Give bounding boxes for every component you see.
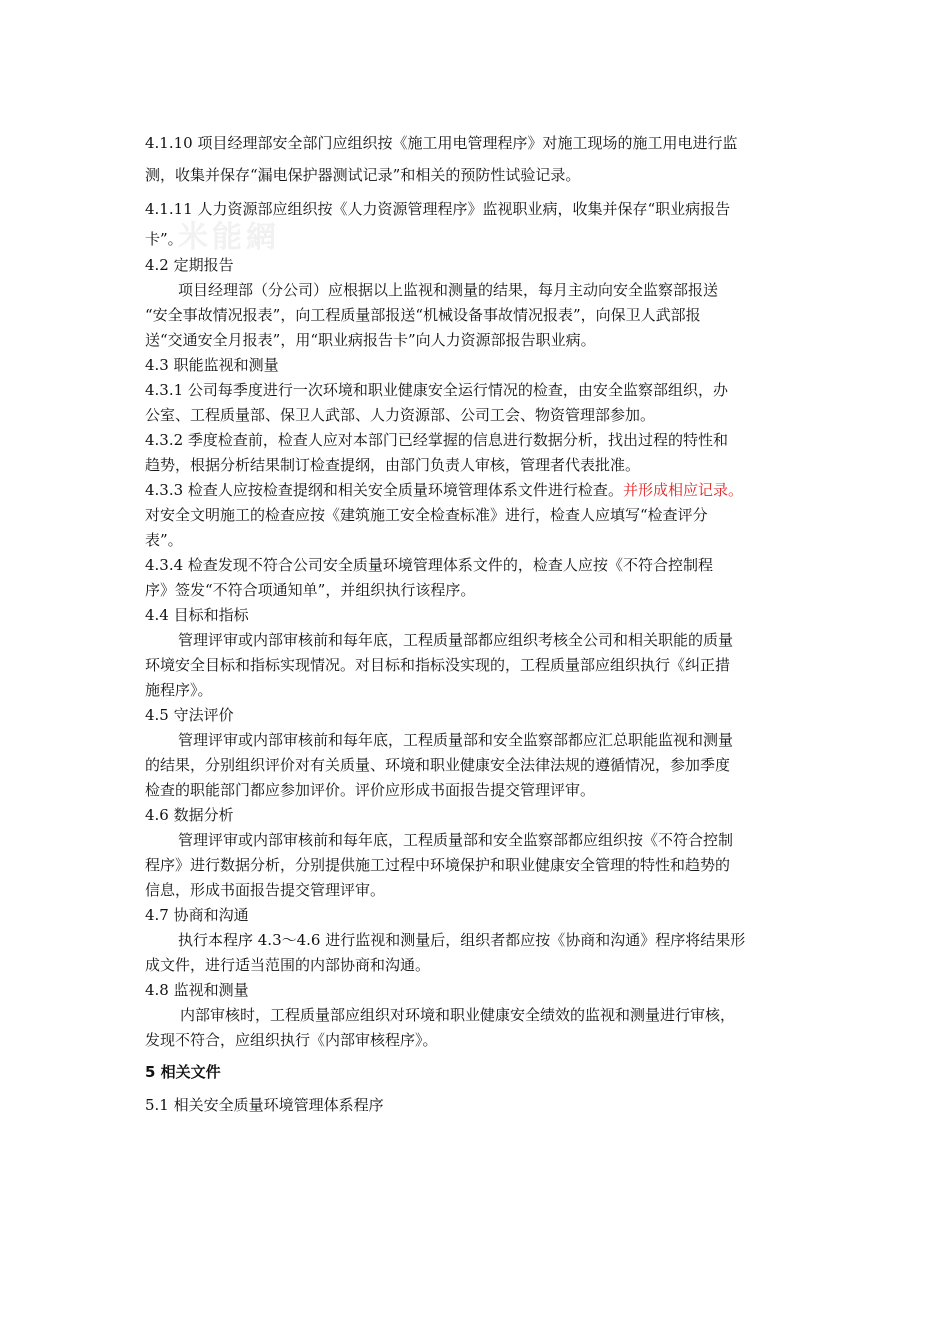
paragraph-line: 检查的职能部门都应参加评价。评价应形成书面报告提交管理评审。 <box>145 781 596 799</box>
paragraph-line: 环境安全目标和指标实现情况。对目标和指标没实现的，工程质量部应组织执行《纠正措 <box>145 656 731 674</box>
section-heading: 4.2 定期报告 <box>145 256 234 274</box>
paragraph-line: 表”。 <box>145 531 183 549</box>
paragraph-line: 序》签发“不符合项通知单”，并组织执行该程序。 <box>145 581 476 599</box>
section-heading: 4.7 协商和沟通 <box>145 906 249 924</box>
paragraph-line: 趋势，根据分析结果制订检查提纲，由部门负责人审核，管理者代表批准。 <box>145 456 641 474</box>
section-heading: 4.6 数据分析 <box>145 806 234 824</box>
highlighted-text: 并形成相应记录。 <box>622 481 743 499</box>
paragraph-line <box>145 480 743 500</box>
paragraph-line: 4.3.4 检查发现不符合公司安全质量环境管理体系文件的，检查人应按《不符合控制程 <box>145 556 713 574</box>
paragraph-line: 的结果，分别组织评价对有关质量、环境和职业健康安全法律法规的遵循情况，参加季度 <box>145 756 731 774</box>
paragraph-line: 管理评审或内部审核前和每年底，工程质量部都应组织考核全公司和相关职能的质量 <box>178 631 734 649</box>
paragraph-line: 施程序》。 <box>145 681 213 699</box>
paragraph-line: 程序》进行数据分析，分别提供施工过程中环境保护和职业健康安全管理的特性和趋势的 <box>145 856 731 874</box>
section-heading: 4.3 职能监视和测量 <box>145 356 279 374</box>
paragraph-line: 成文件，进行适当范围的内部协商和沟通。 <box>145 956 431 974</box>
paragraph-line: 公室、工程质量部、保卫人武部、人力资源部、公司工会、物资管理部参加。 <box>145 406 656 424</box>
paragraph-line: 项目经理部（分公司）应根据以上监视和测量的结果，每月主动向安全监察部报送 <box>178 281 719 299</box>
watermark: 米能網 <box>178 220 280 255</box>
paragraph-line: 测，收集并保存“漏电保护器测试记录”和相关的预防性试验记录。 <box>145 166 581 184</box>
chapter-heading: 5 相关文件 <box>145 1063 221 1081</box>
paragraph-line: 4.3.1 公司每季度进行一次环境和职业健康安全运行情况的检查，由安全监察部组织，办 <box>145 381 728 399</box>
paragraph-line: 对安全文明施工的检查应按《建筑施工安全检查标准》进行，检查人应填写“检查评分 <box>145 506 708 524</box>
paragraph-line: 管理评审或内部审核前和每年底，工程质量部和安全监察部都应组织按《不符合控制 <box>178 831 734 849</box>
paragraph-line: 发现不符合，应组织执行《内部审核程序》。 <box>145 1031 438 1049</box>
paragraph-line: 4.1.10 项目经理部安全部门应组织按《施工用电管理程序》对施工现场的施工用电进行监 <box>145 134 738 152</box>
paragraph-line: 4.3.2 季度检查前，检查人应对本部门已经掌握的信息进行数据分析，找出过程的特性和 <box>145 431 728 449</box>
paragraph-line: “安全事故情况报表”，向工程质量部报送“机械设备事故情况报表”，向保卫人武部报 <box>145 306 701 324</box>
paragraph-line: 管理评审或内部审核前和每年底，工程质量部和安全监察部都应汇总职能监视和测量 <box>178 731 734 749</box>
line-text: 4.3.3 检查人应按检查提纲和相关安全质量环境管理体系文件进行检查。 <box>145 481 623 499</box>
paragraph-line: 执行本程序 4.3～4.6 进行监视和测量后，组织者都应按《协商和沟通》程序将结果形 <box>178 931 746 949</box>
section-heading: 4.5 守法评价 <box>145 706 234 724</box>
paragraph-line: 信息，形成书面报告提交管理评审。 <box>145 881 386 899</box>
paragraph-line: 送“交通安全月报表”，用“职业病报告卡”向人力资源部报告职业病。 <box>145 331 596 349</box>
paragraph-line: 内部审核时，工程质量部应组织对环境和职业健康安全绩效的监视和测量进行审核， <box>180 1006 736 1024</box>
section-heading: 4.4 目标和指标 <box>145 606 249 624</box>
section-heading: 4.8 监视和测量 <box>145 981 249 999</box>
paragraph-line: 卡”。 <box>145 230 183 248</box>
section-heading: 5.1 相关安全质量环境管理体系程序 <box>145 1096 384 1114</box>
paragraph-line: 4.1.11 人力资源部应组织按《人力资源管理程序》监视职业病，收集并保存“职业病报告 <box>145 200 731 218</box>
